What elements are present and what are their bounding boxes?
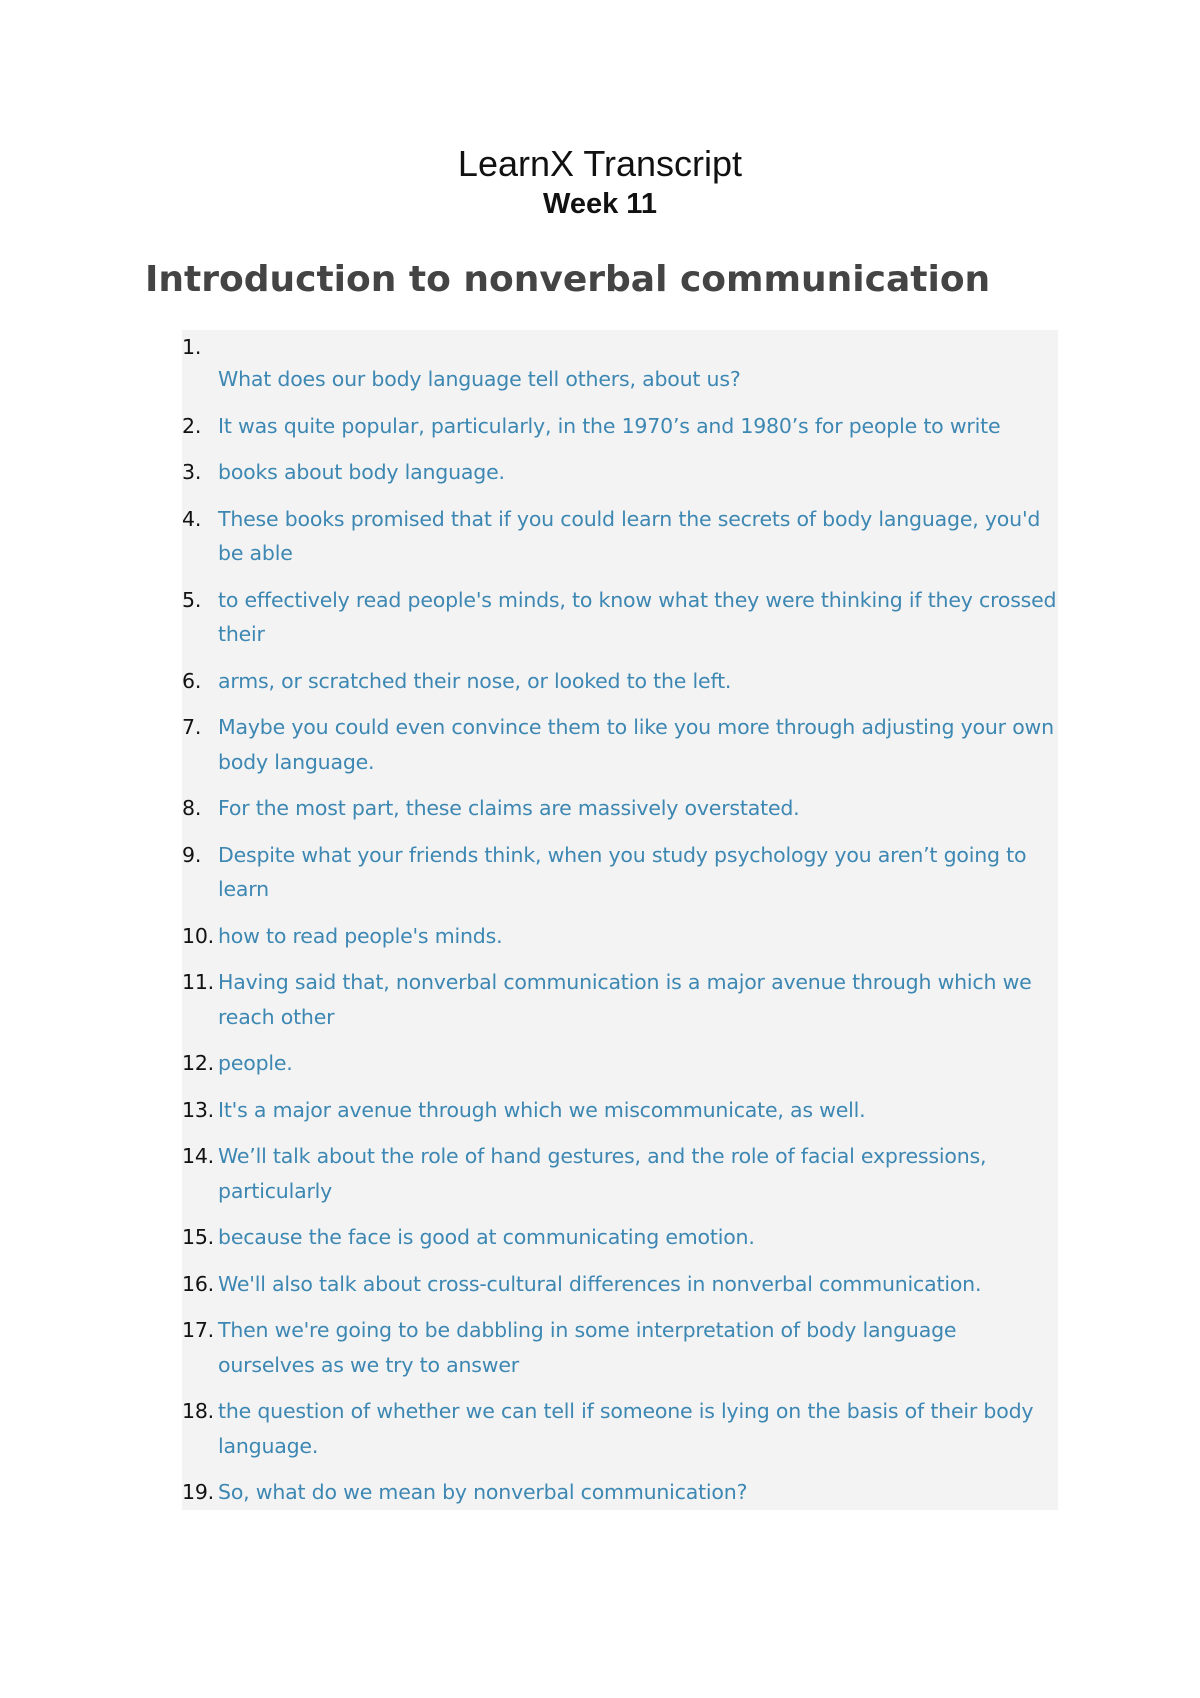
line-number: 9. (182, 842, 202, 867)
line-text: Despite what your friends think, when you study psychology you aren’t going to learn (218, 842, 1027, 901)
line-number: 8. (182, 796, 202, 820)
transcript-line (182, 838, 1058, 907)
line-text: For the most part, these claims are massively overstated. (218, 796, 800, 820)
line-number: 15. (182, 1225, 215, 1249)
line-text: What does our body language tell others, about us? (218, 367, 741, 391)
line-text: people. (218, 1051, 293, 1075)
transcript-line (182, 919, 1058, 954)
line-text: Then we're going to be dabbling in some interpretation of body language ourselves as we try to answer (218, 1318, 957, 1377)
line-text: the question of whether we can tell if someone is lying on the basis of their body language. (218, 1399, 1034, 1458)
line-text: because the face is good at communicating emotion. (218, 1225, 755, 1249)
transcript-line (182, 1313, 1058, 1382)
transcript-line (182, 1046, 1058, 1081)
section-heading: Introduction to nonverbal communication (145, 259, 991, 300)
transcript-line (182, 583, 1058, 652)
transcript-line (182, 791, 1058, 826)
transcript-line (182, 710, 1058, 779)
line-number: 18. (182, 1399, 215, 1423)
line-number: 5. (182, 587, 202, 612)
line-number: 13. (182, 1097, 215, 1122)
transcript-line (182, 1394, 1058, 1463)
transcript-line (182, 1139, 1058, 1208)
transcript-line (182, 502, 1058, 571)
line-text: It's a major avenue through which we miscommunicate, as well. (218, 1097, 866, 1122)
line-number: 11. (182, 970, 215, 994)
transcript-line (182, 965, 1058, 1034)
line-number: 14. (182, 1144, 215, 1168)
transcript-line (182, 1475, 1058, 1510)
line-number: 16. (182, 1271, 215, 1296)
line-number: 12. (182, 1051, 215, 1075)
line-number: 17. (182, 1318, 215, 1342)
line-text: Maybe you could even convince them to like you more through adjusting your own body language. (218, 715, 1054, 774)
line-number: 1. (182, 335, 202, 359)
document-title: LearnX Transcript (457, 143, 743, 184)
line-text: It was quite popular, particularly, in the 1970’s and 1980’s for people to write (218, 413, 1001, 438)
line-number: 6. (182, 668, 202, 693)
transcript-line (182, 455, 1058, 490)
line-text: books about body language. (218, 460, 505, 484)
transcript-line (182, 1093, 1058, 1128)
line-text: to effectively read people's minds, to know what they were thinking if they crossed their (218, 587, 1057, 646)
transcript-line (182, 330, 1058, 397)
line-number: 7. (182, 715, 202, 739)
document-subtitle: Week 11 (543, 188, 657, 220)
line-text: So, what do we mean by nonverbal communication? (218, 1480, 748, 1504)
transcript-line (182, 664, 1058, 699)
line-text: Having said that, nonverbal communication is a major avenue through which we reach other (218, 970, 1032, 1029)
line-text: how to read people's minds. (218, 923, 503, 948)
line-number: 10. (182, 923, 215, 948)
transcript-line (182, 1267, 1058, 1302)
transcript-list (182, 330, 1058, 1510)
line-number: 4. (182, 506, 202, 531)
line-text: arms, or scratched their nose, or looked to the left. (218, 668, 732, 693)
line-text: We'll also talk about cross-cultural differences in nonverbal communication. (218, 1271, 982, 1296)
transcript-line (182, 409, 1058, 444)
line-number: 3. (182, 460, 202, 484)
line-number: 19. (182, 1480, 215, 1504)
line-text: These books promised that if you could learn the secrets of body language, you'd be able (218, 506, 1041, 565)
transcript-line (182, 1220, 1058, 1255)
line-text: We’ll talk about the role of hand gestures, and the role of facial expressions, particularly (218, 1144, 987, 1203)
line-number: 2. (182, 413, 202, 438)
